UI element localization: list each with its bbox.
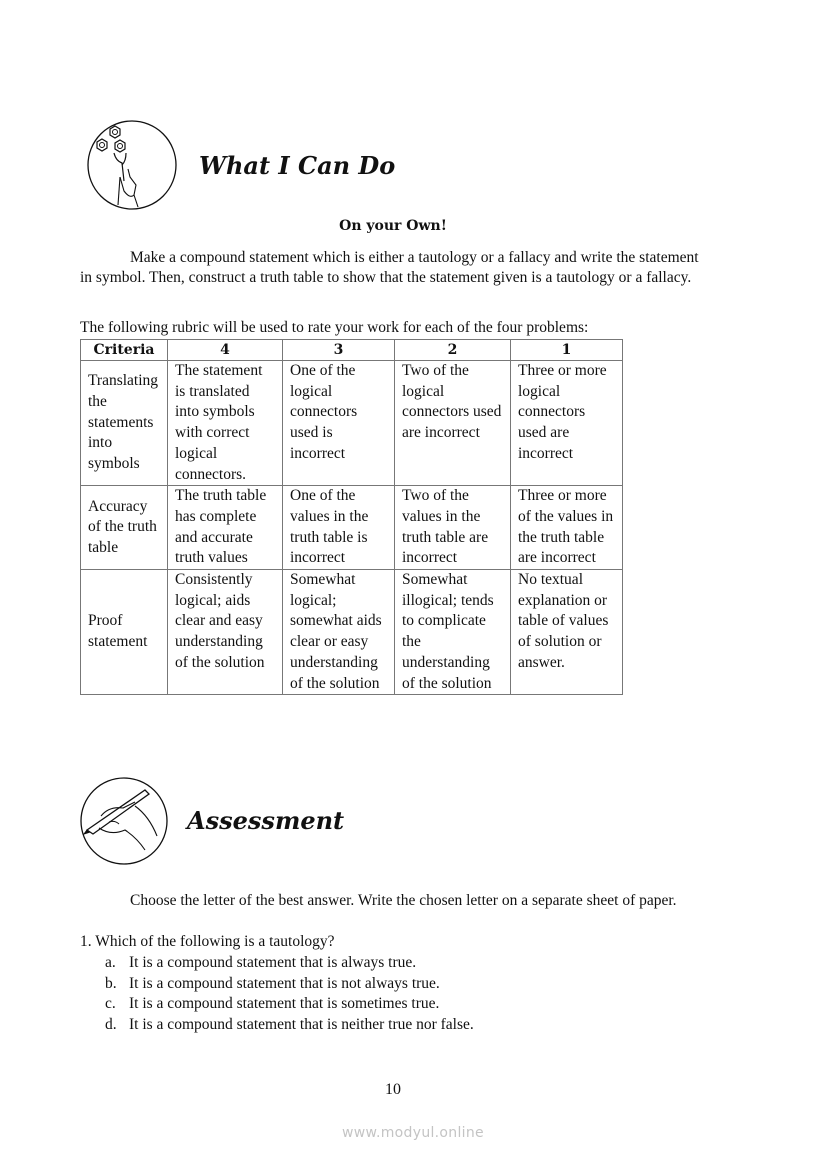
rubric-cell: Consistently logical; aids clear and easy understanding of the solution bbox=[168, 570, 283, 695]
table-row bbox=[81, 486, 623, 570]
section-title-assessment: Assessment bbox=[187, 806, 345, 835]
option-letter: a. bbox=[105, 954, 116, 971]
option-text: It is a compound statement that is neither true nor false. bbox=[129, 1016, 474, 1034]
option-letter: d. bbox=[105, 1016, 117, 1034]
header-score-3: 3 bbox=[283, 340, 395, 361]
rubric-cell: Somewhat illogical; tends to complicate the understanding of the solution bbox=[395, 570, 511, 695]
header-criteria: Criteria bbox=[81, 340, 168, 361]
table-row bbox=[81, 570, 623, 695]
criteria-cell: Proof statement bbox=[81, 570, 168, 695]
subheading-on-your-own: On your Own! bbox=[339, 218, 447, 234]
option-b bbox=[105, 974, 474, 995]
criteria-cell: Accuracy of the truth table bbox=[81, 486, 168, 570]
option-a bbox=[105, 953, 474, 974]
rubric-cell: No textual explanation or table of values of solution or answer. bbox=[511, 570, 623, 695]
table-row bbox=[81, 361, 623, 486]
assessment-instructions: Choose the letter of the best answer. Write the chosen letter on a separate sheet of paper. bbox=[130, 892, 677, 909]
question-1-options bbox=[105, 953, 474, 1036]
question-1: 1. Which of the following is a tautology? bbox=[80, 933, 335, 950]
option-text: It is a compound statement that is sometimes true. bbox=[129, 995, 440, 1013]
rubric-cell: Somewhat logical; somewhat aids clear or easy understanding of the solution bbox=[283, 570, 395, 695]
rubric-cell: Two of the logical connectors used are incorrect bbox=[395, 361, 511, 486]
option-text: It is a compound statement that is not always true. bbox=[129, 974, 440, 992]
option-text: It is a compound statement that is always true. bbox=[129, 954, 417, 971]
rubric-header-row bbox=[81, 340, 623, 361]
option-d bbox=[105, 1015, 474, 1036]
option-letter: c. bbox=[105, 995, 116, 1013]
rubric-cell: The truth table has complete and accurate truth values bbox=[168, 486, 283, 570]
rubric-cell: One of the logical connectors used is incorrect bbox=[283, 361, 395, 486]
rubric-table bbox=[80, 339, 623, 695]
pencil-hand-icon bbox=[79, 776, 169, 870]
rubric-cell: Two of the values in the truth table are incorrect bbox=[395, 486, 511, 570]
option-letter: b. bbox=[105, 974, 117, 992]
rubric-cell: Three or more of the values in the truth table are incorrect bbox=[511, 486, 623, 570]
header-score-2: 2 bbox=[395, 340, 511, 361]
header-score-1: 1 bbox=[511, 340, 623, 361]
rubric-cell: The statement is translated into symbols with correct logical connectors. bbox=[168, 361, 283, 486]
header-score-4: 4 bbox=[168, 340, 283, 361]
section-title-what-i-can-do: What I Can Do bbox=[199, 151, 396, 180]
wrench-hand-icon bbox=[86, 119, 178, 215]
option-c bbox=[105, 994, 474, 1015]
rubric-cell: One of the values in the truth table is incorrect bbox=[283, 486, 395, 570]
page-number: 10 bbox=[385, 1081, 401, 1098]
criteria-cell: Translating the statements into symbols bbox=[81, 361, 168, 486]
rubric-cell: Three or more logical connectors used are incorrect bbox=[511, 361, 623, 486]
watermark: www.modyul.online bbox=[342, 1125, 484, 1141]
instructions-paragraph: Make a compound statement which is either a tautology or a fallacy and write the statement in symbol. Then, construct a truth table to show that the statement given is a tautology or a fallacy. bbox=[80, 249, 699, 286]
rubric-intro: The following rubric will be used to rate your work for each of the four problems: bbox=[80, 319, 589, 336]
